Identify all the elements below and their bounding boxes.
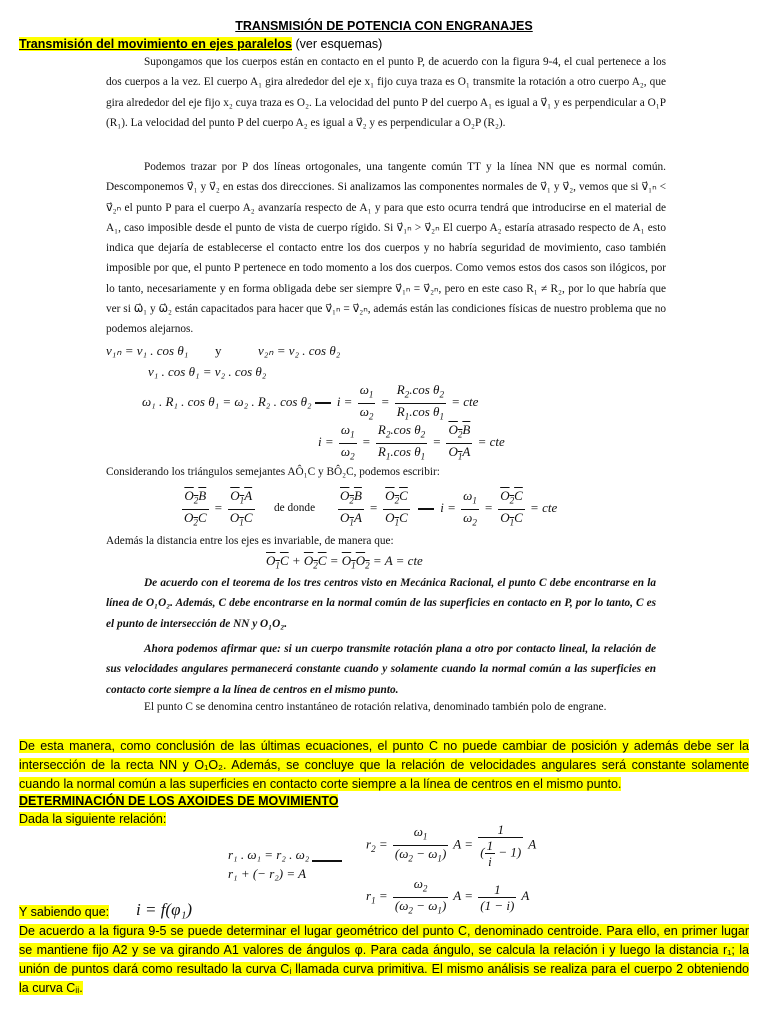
document-title: TRANSMISIÓN DE POTENCIA CON ENGRANAJES <box>235 19 533 33</box>
equation-v1n: v₁ₙ = v₁ . cos θ₁ <box>106 343 189 358</box>
scan-paragraph-5: El punto C se denomina centro instantáneo de rotación relativa, denominado también polo de engrane. <box>144 701 607 713</box>
triangles-text: Considerando los triángulos semejantes AÔ₁C y BÔ₂C, podemos escribir: <box>106 466 440 478</box>
final-paragraph: De acuerdo a la figura 9-5 se puede determinar el lugar geométrico del punto C, denominado centroide. Para ello, en primer lugar se mantiene fijo A2 y se va girando A1 valores de ángulos φ. Para cada ángulo, se calcula la relación i y luego la distancia r₁; la unión de puntos dará como resultado la curva Cᵢ llamada curva primitiva. El mismo análisis se realiza para el cuerpo 2 obteniendo la curva Cᵢᵢ. <box>19 924 749 995</box>
section-heading-axoides: DETERMINACIÓN DE LOS AXOIDES DE MOVIMIENTO <box>19 794 339 808</box>
conclusion-paragraph: De esta manera, como conclusión de las últimas ecuaciones, el punto C no puede cambiar de posición y además debe ser la intersección de la recta NN y O₁O₂. Además, se concluye que la relación de velocidades angulares será constante solamente cuando la normal común a las superficies en contacto corte siempre a la línea de centros en el mismo punto. <box>19 739 749 791</box>
axes-text: Además la distancia entre los ejes es invariable, de manera que: <box>106 535 394 547</box>
equation-v2n: v₂ₙ = v₂ . cos θ₂ <box>258 343 341 358</box>
scan-paragraph-2: Podemos trazar por P dos líneas ortogonales, una tangente común TT y la línea NN que es normal común. Descomponemos v⃗₁ y v⃗₂ en estas dos direcciones. Si analizamos las componentes normales de v⃗₁ y v⃗₂, vemos que si v⃗₁ₙ < v⃗₂ₙ el punto P para el cuerpo A₂ avanzaría respecto de A₁ y para que esto ocurra tendrá que introducirse en el material de A₁, caso imposible desde el punto de vista de cuerpo rígido. Si v⃗₁ₙ > v⃗₂ₙ El cuerpo A₂ estaría atrasado respecto de A₁ esto indica que dejaría de establecerse el contacto entre los dos cuerpos y no habría seguridad de movimiento, caso también imposible por que, el punto P pertenece en todo momento a los dos cuerpos. Como vemos estos dos casos son ilógicos, por lo tanto, necesariamente y en forma obligada debe ser siempre v⃗₁ₙ = v⃗₂ₙ, pero en este caso R₁ ≠ R₂, por lo que habría que ver si ω⃗₁ y ω⃗₂ están capacitados para hacer que v⃗₁ₙ = v⃗₂ₙ, además están las condiciones físicas de nuestro problema que no podemos alejarnos. <box>106 161 666 336</box>
scan-paragraph-1: Supongamos que los cuerpos están en contacto en el punto P, de acuerdo con la figura 9-4, el cual pertenece a los dos cuerpos a la vez. El cuerpo A₁ gira alrededor del eje x₁ fijo cuya traza es O₁ transmite la rotación a otro cuerpo A₂, que gira alrededor del eje fijo x₂ cuya traza es O₂. La velocidad del punto P del cuerpo A₁ es igual a v⃗₁ y es perpendicular a O₁P (R₁). La velocidad del punto P del cuerpo A₂ es igual a v⃗₂ y es perpendicular a O₂P (R₂). <box>106 56 666 129</box>
section-subtitle <box>19 37 382 51</box>
equation-r-sum: r₁ + (− r₂) = A <box>228 866 307 881</box>
scan-paragraph-4: Ahora podemos afirmar que: si un cuerpo transmite rotación plana a otro por contacto lineal, la relación de sus velocidades angulares permanecerá constante cuando y solamente cuando la normal común a las superficies en contacto corte siempre a la línea de centros en el mismo punto. <box>106 643 656 696</box>
equation-v-cos: v₁ . cos θ₁ = v₂ . cos θ₂ <box>148 364 267 379</box>
equation-r1w1: r₁ . ω₁ = r₂ . ω₂ <box>228 847 310 862</box>
equation-center-distance: $O_1C + O_2C = O_1O_2 = A$ = cte <box>266 553 423 571</box>
equation-i-oa: i = $\frac{\omega_1}{\omega_2}$ = $\frac{R_2.\cos \theta_2}{R_1.\cos \theta_1}$ = $\frac{O_2B}{O_1A}$ = cte <box>318 422 505 462</box>
equation-i-function: i = f(φ₁) <box>136 900 193 919</box>
equation-r1: $r_1$ = $\frac{\omega_2}{(\omega_2 - \omega_1)}$ A = $\frac{1}{(1 - i)}$ A <box>366 876 530 916</box>
implies-dash <box>312 860 342 862</box>
y-sabiendo-label: Y sabiendo que: <box>19 905 110 919</box>
subtitle-bold: Transmisión del movimiento en ejes paralelos <box>19 37 293 51</box>
equation-similar-triangles: $\frac{O_2B}{O_2C}$ = $\frac{O_1A}{O_1C}$ <box>184 488 253 528</box>
equation-r2: $r_2$ = $\frac{\omega_1}{(\omega_2 - \omega_1)}$ A = 1 ( $\frac{1}{i}$ − 1) A <box>366 822 537 869</box>
equation-ratio-result: $\frac{O_2B}{O_1A}$ = $\frac{O_2C}{O_1C}$ i = $\frac{\omega_1}{\omega_2}$ = $\frac{O_2C}{O_1C}$ = cte <box>340 488 558 528</box>
equation-y: y <box>215 343 222 358</box>
de-donde-label: de donde <box>274 502 316 514</box>
scan-paragraph-3: De acuerdo con el teorema de los tres centros visto en Mecánica Racional, el punto C debe encontrarse en la línea de O₁O₂. Además, C debe encontrarse en la normal común de las superficies en contacto en P, por lo tanto, C es el punto de intersección de NN y O₁O₂. <box>106 577 656 630</box>
equation-omega-ratio: ω₁ . R₁ . cos θ₁ = ω₂ . R₂ . cos θ₂ i = $\frac{\omega_1}{\omega_2}$ = $\frac{R_2.\cos \theta_2}{R_1.\cos \theta_1}$ = cte <box>142 382 479 422</box>
subtitle-rest: (ver esquemas) <box>292 37 383 51</box>
dada-label: Dada la siguiente relación: <box>19 812 167 826</box>
